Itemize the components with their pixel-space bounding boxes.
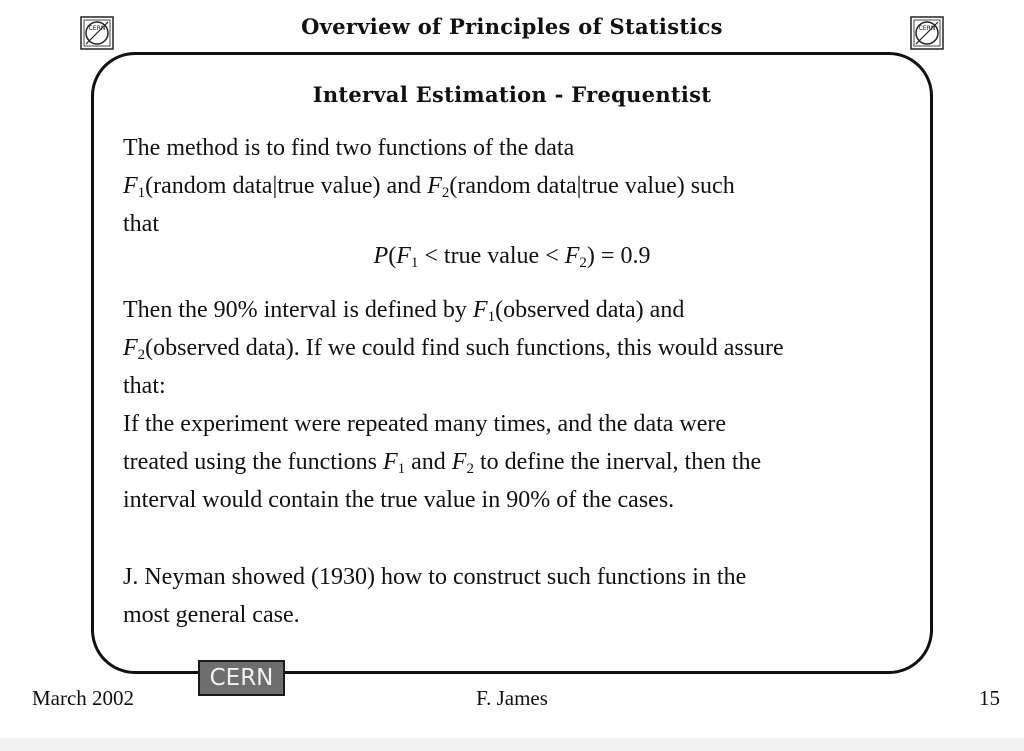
page-number: 15	[979, 686, 1000, 710]
f2-subscript: 2	[441, 185, 450, 201]
interval-line-5-sub1: 1	[397, 461, 406, 477]
paragraph-neyman	[123, 558, 923, 634]
eq-f1-sub: 1	[410, 255, 419, 271]
logo-right-label: CERN	[918, 25, 936, 32]
paragraph-interval	[123, 291, 923, 519]
interval-line-5-post: to define the inerval, then the	[473, 449, 762, 475]
paragraph-method	[123, 129, 923, 243]
interval-line-5-sub2: 2	[466, 461, 474, 477]
interval-line-2-f: F	[123, 335, 138, 361]
f2-args: (random data|true value) such	[449, 173, 735, 199]
interval-line-5-mid: and	[405, 449, 452, 475]
interval-line-1-post: (observed data) and	[495, 297, 685, 323]
interval-line-2	[123, 329, 923, 367]
interval-line-4: If the experiment were repeated many times, and the data were	[123, 411, 727, 437]
interval-line-5-f2: F	[451, 449, 467, 475]
eq-f2-sub: 2	[579, 255, 587, 271]
footer-date: March 2002	[32, 686, 135, 710]
eq-p: P	[373, 243, 389, 269]
probability-equation	[91, 243, 933, 270]
f1-symbol: F	[123, 173, 138, 199]
neyman-line-2: most general case.	[123, 602, 300, 628]
frame-title: Interval Estimation - Frequentist	[312, 82, 712, 107]
f1-args: (random data|true value) and	[145, 173, 428, 199]
eq-close: ) = 0.9	[586, 243, 651, 269]
f1-subscript: 1	[137, 185, 146, 201]
footer-author: F. James	[476, 686, 548, 710]
slide-title: Overview of Principles of Statistics	[301, 14, 723, 39]
f2-symbol: F	[427, 173, 442, 199]
eq-open: (	[388, 243, 397, 269]
eq-middle: < true value <	[418, 243, 565, 269]
neyman-line-1: J. Neyman showed (1930) how to construct such functions in the	[123, 564, 747, 590]
interval-line-3: that:	[123, 373, 166, 399]
method-line-2	[123, 167, 923, 205]
interval-line-2-sub: 2	[137, 347, 146, 363]
eq-f1: F	[396, 243, 411, 269]
interval-line-1-pre: Then the 90% interval is defined by	[123, 297, 473, 323]
method-line-3: that	[123, 211, 159, 237]
cern-badge: CERN	[198, 660, 285, 696]
interval-line-5-pre: treated using the functions	[123, 449, 383, 475]
method-line-1: The method is to find two functions of the data	[123, 135, 575, 161]
cern-logo-right-icon	[910, 16, 944, 50]
interval-line-1-f: F	[472, 297, 488, 323]
bottom-scan-band	[0, 738, 1024, 751]
interval-line-6: interval would contain the true value in 90% of the cases.	[123, 487, 675, 513]
interval-line-5	[123, 443, 923, 481]
interval-line-2-post: (observed data). If we could find such functions, this would assure	[145, 335, 784, 361]
interval-line-1	[123, 291, 923, 329]
eq-f2: F	[564, 243, 580, 269]
cern-logo-left-icon	[80, 16, 114, 50]
logo-left-label: CERN	[88, 25, 106, 32]
interval-line-1-sub: 1	[487, 309, 496, 325]
interval-line-5-f1: F	[382, 449, 398, 475]
